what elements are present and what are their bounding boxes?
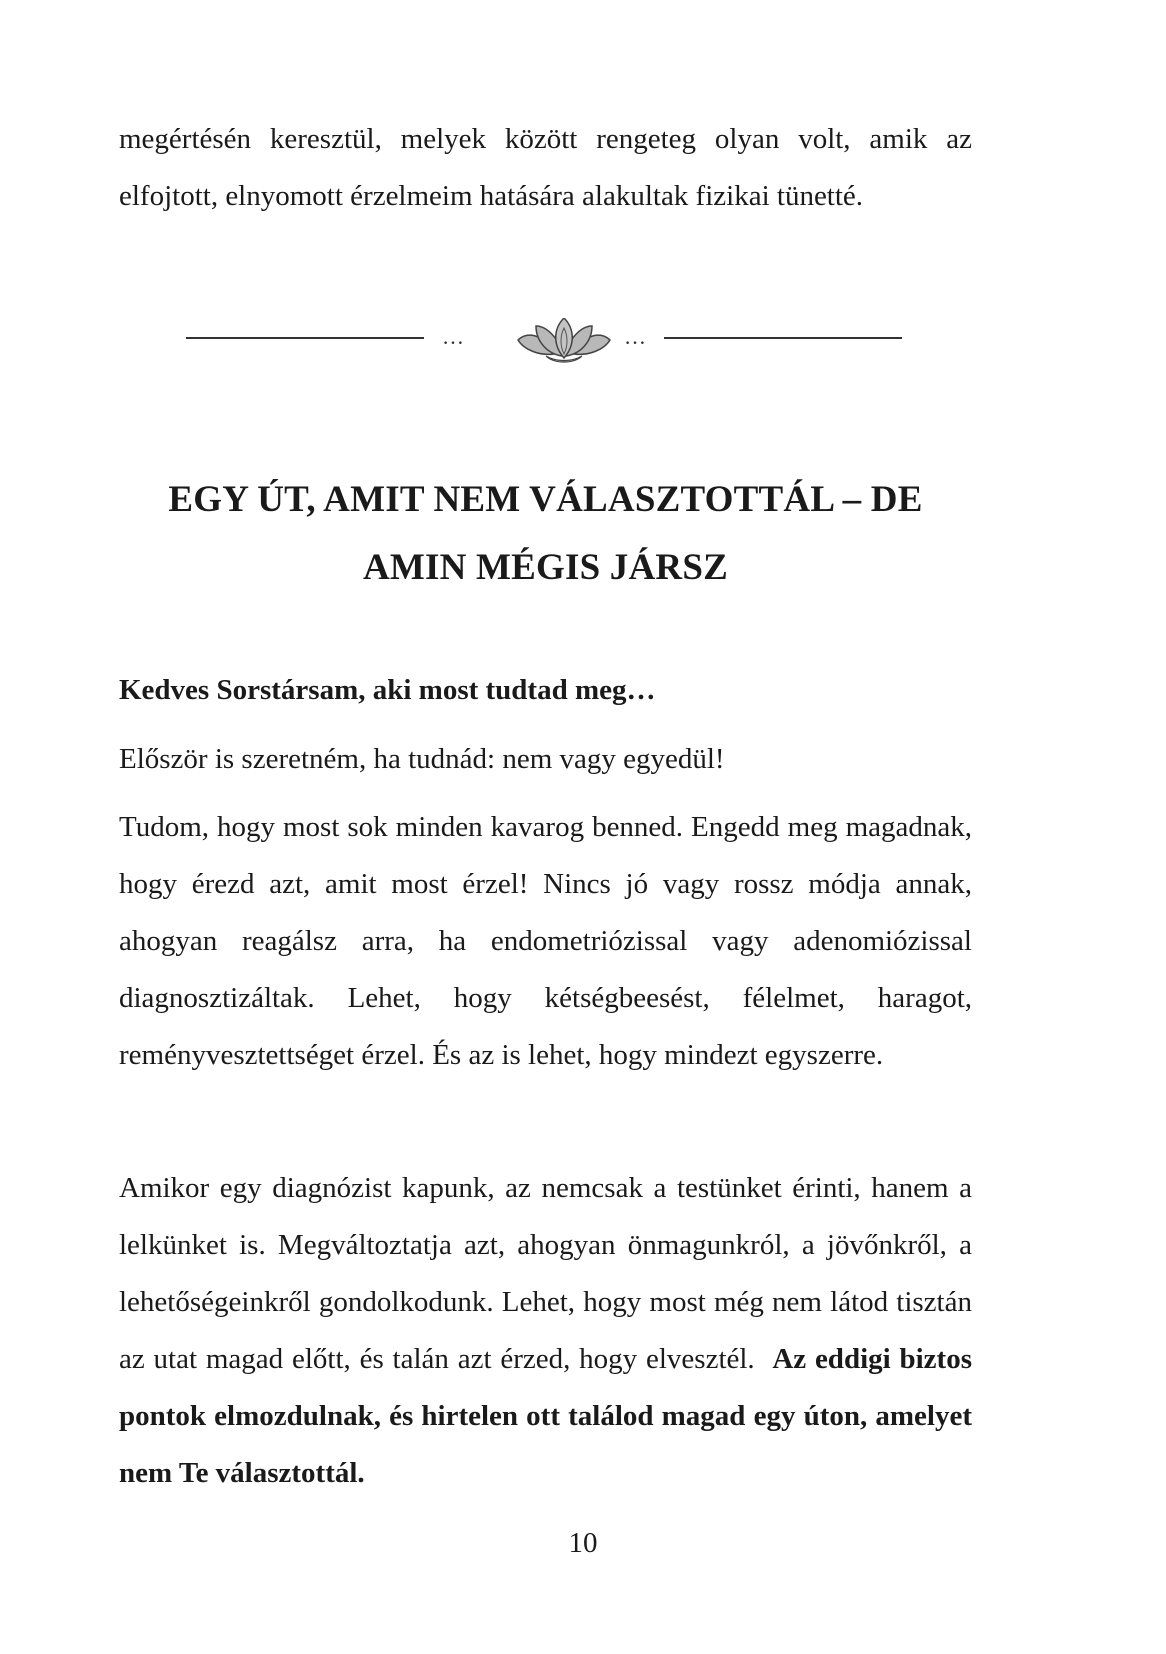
chapter-title-line-2: AMIN MÉGIS JÁRSZ [362, 547, 729, 588]
lotus-icon [518, 318, 610, 362]
divider-dots-right: … [624, 324, 646, 349]
paragraph-not-alone: Először is szeretném, ha tudnád: nem vagy egyedül! [119, 743, 725, 775]
intro-paragraph: megértésén keresztül, melyek között rengeteg olyan volt, amik az elfojtott, elnyomott érzelmeim hatására alakultak fizikai tünetté. [119, 123, 972, 212]
section-divider [186, 318, 902, 378]
page-number: 10 [568, 1527, 598, 1559]
lotus-divider-graphic [186, 318, 902, 378]
divider-dots-left: … [442, 324, 464, 349]
paragraph-diagnosis-bold-text: Az eddigi biztos pontok elmozdulnak, és hirtelen ott találod magad egy úton, amelyet nem Te választottál. [119, 1343, 972, 1489]
paragraph-diagnosis-text: Amikor egy diagnózist kapunk, az nemcsak a testünket érinti, hanem a lelkünket is. Megváltoztatja azt, ahogyan önmagunkról, a jövőnkről, a lehetőségeinkről gondolkodunk. Lehet, hogy most még nem látod tisztán az utat magad előtt, és talán azt érzed, hogy elvesztél. [119, 1172, 980, 1375]
paragraph-diagnosis [119, 1160, 980, 1502]
paragraph-feelings: Tudom, hogy most sok minden kavarog benned. Engedd meg magadnak, hogy érezd azt, amit most érzel! Nincs jó vagy rossz módja annak, ahogyan reagálsz arra, ha endometriózissal vagy adenomiózissal diagnosztizáltak. Lehet, hogy kétségbeesést, félelmet, haragot, reményvesztettséget érzel. És az is lehet, hogy mindezt egyszerre. [119, 811, 972, 1071]
greeting-heading: Kedves Sorstársam, aki most tudtad meg… [119, 674, 656, 706]
chapter-title-line-1: EGY ÚT, AMIT NEM VÁLASZTOTTÁL – DE [168, 479, 923, 520]
